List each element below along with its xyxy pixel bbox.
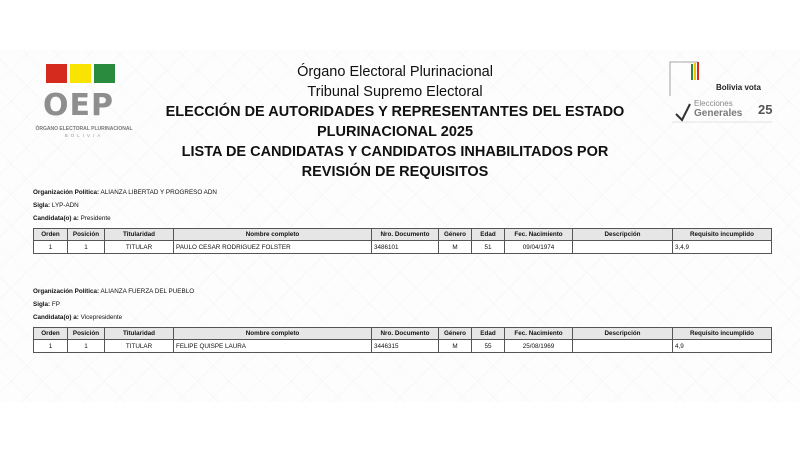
flag-squares <box>46 64 115 83</box>
col-descripcion: Descripción <box>573 328 673 340</box>
cell-requisito: 4,9 <box>673 340 772 353</box>
cell-orden: 1 <box>34 241 68 254</box>
cell-genero: M <box>439 241 472 254</box>
col-genero: Género <box>439 328 472 340</box>
org-value: ALIANZA FUERZA DEL PUEBLO <box>100 288 195 295</box>
sigla-line <box>33 199 771 212</box>
table-header-row <box>34 229 772 241</box>
cell-posicion: 1 <box>68 340 105 353</box>
vota-logo-line1: Elecciones <box>694 99 733 108</box>
col-nacimiento: Fec. Nacimiento <box>505 229 573 241</box>
col-descripcion: Descripción <box>573 229 673 241</box>
oep-logo-country: BOLIVIA <box>64 133 104 138</box>
sigla-value: FP <box>51 301 60 308</box>
sigla-label: Sigla: <box>33 301 51 308</box>
header-tribunal: Tribunal Supremo Electoral <box>307 84 483 100</box>
cell-edad: 55 <box>472 340 505 353</box>
vota-logo-line2: Generales <box>694 108 743 119</box>
col-orden: Orden <box>34 229 68 241</box>
header-election-title: ELECCIÓN DE AUTORIDADES Y REPRESENTANTES DEL ESTADO PLURINACIONAL 2025 <box>165 104 625 140</box>
cell-orden: 1 <box>34 340 68 353</box>
col-edad: Edad <box>472 229 505 241</box>
cell-titularidad: TITULAR <box>105 241 174 254</box>
col-requisito: Requisito incumplido <box>673 229 772 241</box>
cand-line <box>33 212 771 225</box>
col-nombre: Nombre completo <box>174 328 372 340</box>
oep-logo <box>34 64 134 142</box>
document-header <box>150 62 640 182</box>
header-institution: Órgano Electoral Plurinacional <box>297 64 493 80</box>
table-header-row <box>34 328 772 340</box>
table-row <box>34 241 772 254</box>
cell-edad: 51 <box>472 241 505 254</box>
org-line <box>33 186 771 199</box>
cell-nombre: FELIPE QUISPE LAURA <box>174 340 372 353</box>
oep-logo-subtitle: ÓRGANO ELECTORAL PLURINACIONAL <box>35 126 133 132</box>
col-documento: Nro. Documento <box>372 328 439 340</box>
candidate-block-1 <box>33 186 771 254</box>
oep-logo-letters: OEP <box>43 88 114 123</box>
col-posicion: Posición <box>68 229 105 241</box>
col-documento: Nro. Documento <box>372 229 439 241</box>
sigla-value: LYP-ADN <box>51 202 79 209</box>
candidates-table <box>33 228 772 254</box>
col-requisito: Requisito incumplido <box>673 328 772 340</box>
cell-titularidad: TITULAR <box>105 340 174 353</box>
sigla-label: Sigla: <box>33 202 51 209</box>
cell-documento: 3446315 <box>372 340 439 353</box>
org-label: Organización Política: <box>33 288 100 295</box>
cell-documento: 3486101 <box>372 241 439 254</box>
cell-nacimiento: 25/08/1969 <box>505 340 573 353</box>
org-label: Organización Política: <box>33 189 100 196</box>
cand-label: Candidata(o) a: <box>33 215 79 222</box>
header-list-title: LISTA DE CANDIDATAS Y CANDIDATOS INHABILITADOS POR REVISIÓN DE REQUISITOS <box>181 144 609 180</box>
col-orden: Orden <box>34 328 68 340</box>
col-titularidad: Titularidad <box>105 328 174 340</box>
cell-nacimiento: 09/04/1974 <box>505 241 573 254</box>
document-page <box>0 50 800 402</box>
col-nacimiento: Fec. Nacimiento <box>505 328 573 340</box>
cell-nombre: PAULO CESAR RODRIGUEZ FOLSTER <box>174 241 372 254</box>
candidate-block-2 <box>33 285 771 353</box>
cell-descripcion <box>573 340 673 353</box>
table-row <box>34 340 772 353</box>
cand-line <box>33 311 771 324</box>
col-posicion: Posición <box>68 328 105 340</box>
cell-requisito: 3,4,9 <box>673 241 772 254</box>
vota-logo-year: 25 <box>758 102 773 117</box>
candidates-table <box>33 327 772 353</box>
col-nombre: Nombre completo <box>174 229 372 241</box>
col-titularidad: Titularidad <box>105 229 174 241</box>
cell-genero: M <box>439 340 472 353</box>
sigla-line <box>33 298 771 311</box>
vota-logo-title: Bolivia vota <box>716 83 761 92</box>
col-genero: Género <box>439 229 472 241</box>
org-line <box>33 285 771 298</box>
cand-value: Presidente <box>80 215 111 222</box>
cell-posicion: 1 <box>68 241 105 254</box>
bolivia-vota-logo <box>668 58 778 124</box>
cand-label: Candidata(o) a: <box>33 314 79 321</box>
org-value: ALIANZA LIBERTAD Y PROGRESO ADN <box>100 189 217 196</box>
col-edad: Edad <box>472 328 505 340</box>
cell-descripcion <box>573 241 673 254</box>
cand-value: Vicepresidente <box>80 314 123 321</box>
